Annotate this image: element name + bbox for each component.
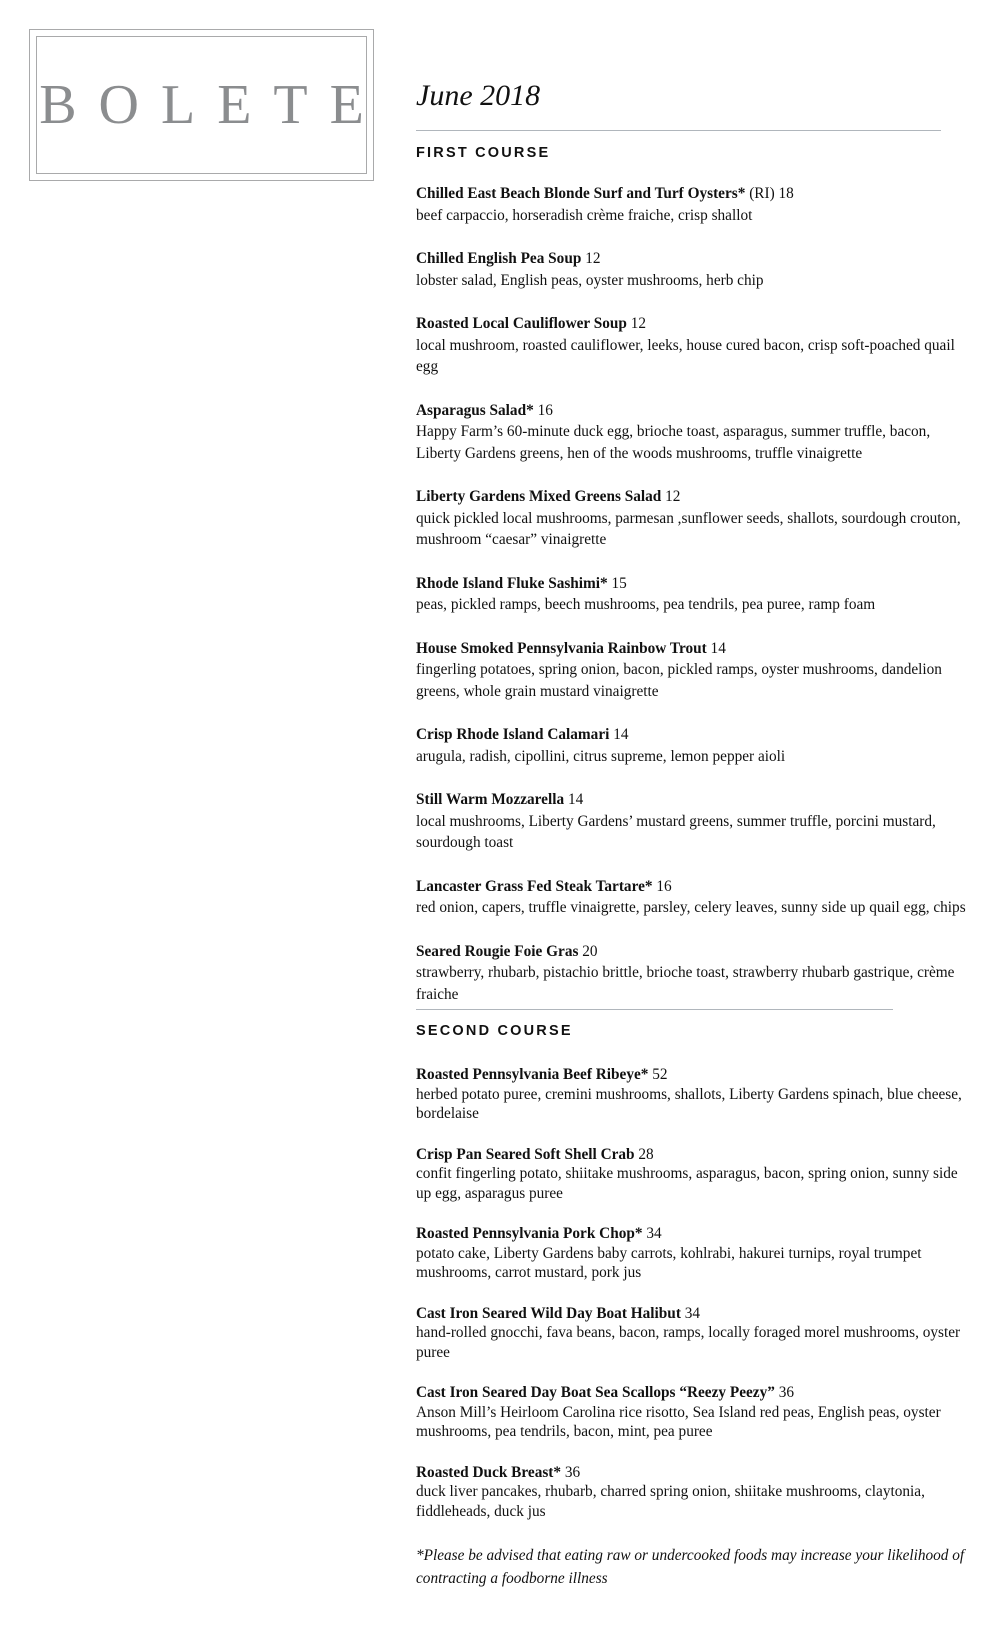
item-name: Chilled East Beach Blonde Surf and Turf Oysters* bbox=[416, 185, 746, 202]
item-name: Crisp Rhode Island Calamari bbox=[416, 726, 610, 743]
item-description: strawberry, rhubarb, pistachio brittle, brioche toast, strawberry rhubarb gastrique, crème fraiche bbox=[416, 964, 955, 1003]
first-course-list bbox=[416, 183, 976, 1005]
disclaimer: *Please be advised that eating raw or undercooked foods may increase your likelihood of contracting a foodborne illness bbox=[416, 1547, 965, 1587]
item-price: 14 bbox=[567, 791, 584, 808]
logo-inner-frame bbox=[36, 36, 386, 174]
item-description: local mushrooms, Liberty Gardens’ mustard greens, summer truffle, porcini mustard, sourdough toast bbox=[416, 812, 936, 851]
item-price: 52 bbox=[652, 1066, 668, 1083]
item-description: beef carpaccio, horseradish crème fraiche, crisp shallot bbox=[416, 206, 753, 224]
item-name: Roasted Local Cauliflower Soup bbox=[416, 315, 627, 332]
section-title-first-course: FIRST COURSE bbox=[416, 145, 551, 161]
menu-item bbox=[416, 1383, 976, 1442]
item-price: 16 bbox=[656, 877, 672, 895]
item-description: potato cake, Liberty Gardens baby carrots, kohlrabi, hakurei turnips, royal trumpet mushrooms, carrot mustard, pork jus bbox=[416, 1244, 922, 1281]
section-title-second-course: SECOND COURSE bbox=[416, 1023, 573, 1039]
item-name: Seared Rougie Foie Gras bbox=[416, 942, 579, 960]
item-name: Liberty Gardens Mixed Greens Salad bbox=[416, 488, 662, 505]
menu-content bbox=[416, 78, 976, 1605]
item-name: Still Warm Mozzarella bbox=[416, 791, 565, 808]
item-name: Cast Iron Seared Day Boat Sea Scallops “Reezy Peezy” bbox=[416, 1384, 775, 1401]
item-name: Chilled English Pea Soup bbox=[416, 250, 582, 267]
item-name: Roasted Pennsylvania Beef Ribeye* bbox=[416, 1066, 649, 1083]
item-name: Roasted Pennsylvania Pork Chop* bbox=[416, 1225, 643, 1242]
menu-item bbox=[416, 638, 976, 703]
menu-item bbox=[416, 486, 976, 551]
second-course-list bbox=[416, 1065, 976, 1521]
item-name: Lancaster Grass Fed Steak Tartare* bbox=[416, 877, 653, 895]
menu-item bbox=[416, 789, 976, 854]
item-price: 36 bbox=[778, 1384, 794, 1401]
item-price: 12 bbox=[665, 488, 681, 505]
item-price: 12 bbox=[630, 315, 647, 332]
item-name: House Smoked Pennsylvania Rainbow Trout bbox=[416, 639, 707, 657]
menu-item bbox=[416, 1463, 976, 1522]
item-description: fingerling potatoes, spring onion, bacon, pickled ramps, oyster mushrooms, dandelion greens, whole grain mustard vinaigrette bbox=[416, 661, 942, 700]
item-description: duck liver pancakes, rhubarb, charred spring onion, shiitake mushrooms, claytonia, fiddleheads, duck jus bbox=[416, 1483, 925, 1520]
menu-item bbox=[416, 1145, 976, 1204]
item-description: arugula, radish, cipollini, citrus supreme, lemon pepper aioli bbox=[416, 747, 786, 765]
item-price: 34 bbox=[646, 1225, 662, 1242]
item-price: 15 bbox=[611, 574, 627, 592]
menu-item bbox=[416, 248, 976, 291]
item-description: herbed potato puree, cremini mushrooms, shallots, Liberty Gardens spinach, blue cheese, bordelaise bbox=[416, 1085, 962, 1122]
item-description: confit fingerling potato, shiitake mushrooms, asparagus, bacon, spring onion, sunny side up egg, asparagus puree bbox=[416, 1165, 958, 1202]
item-name: Rhode Island Fluke Sashimi* bbox=[416, 574, 608, 592]
menu-item bbox=[416, 1224, 976, 1283]
item-price: 14 bbox=[710, 639, 726, 657]
logo-text: BOLETE bbox=[39, 74, 386, 136]
menu-item bbox=[416, 941, 976, 1006]
item-description: peas, pickled ramps, beech mushrooms, pea tendrils, pea puree, ramp foam bbox=[416, 596, 876, 613]
item-description: hand-rolled gnocchi, fava beans, bacon, ramps, locally foraged morel mushrooms, oyster puree bbox=[416, 1324, 961, 1361]
menu-item bbox=[416, 724, 976, 767]
item-name: Roasted Duck Breast* bbox=[416, 1463, 562, 1481]
item-description: Anson Mill’s Heirloom Carolina rice risotto, Sea Island red peas, English peas, oyster mushrooms, pea tendrils, bacon, mint, pea puree bbox=[416, 1403, 941, 1440]
divider bbox=[416, 130, 941, 131]
item-name: Crisp Pan Seared Soft Shell Crab bbox=[416, 1145, 635, 1163]
item-price: 36 bbox=[564, 1463, 581, 1481]
item-description: Happy Farm’s 60-minute duck egg, brioche toast, asparagus, summer truffle, bacon, Liberty Gardens greens, hen of the woods mushrooms, truffle vinaigrette bbox=[416, 423, 931, 462]
menu-item bbox=[416, 183, 976, 226]
item-price: 12 bbox=[585, 250, 601, 267]
item-price: (RI) 18 bbox=[749, 185, 794, 202]
item-price: 16 bbox=[537, 401, 553, 419]
menu-item bbox=[416, 876, 976, 919]
menu-date: June 2018 bbox=[416, 79, 541, 112]
logo bbox=[29, 29, 386, 181]
menu-item bbox=[416, 1065, 976, 1124]
item-price: 20 bbox=[582, 942, 598, 960]
menu-item bbox=[416, 400, 976, 465]
item-description: local mushroom, roasted cauliflower, leeks, house cured bacon, crisp soft-poached quail egg bbox=[416, 336, 955, 375]
divider bbox=[416, 1009, 893, 1010]
item-price: 28 bbox=[638, 1145, 654, 1163]
menu-item bbox=[416, 1304, 976, 1363]
item-description: quick pickled local mushrooms, parmesan ,sunflower seeds, shallots, sourdough crouton, mushroom “caesar” vinaigrette bbox=[416, 509, 961, 548]
item-price: 34 bbox=[684, 1304, 701, 1322]
item-name: Asparagus Salad* bbox=[416, 401, 534, 419]
item-name: Cast Iron Seared Wild Day Boat Halibut bbox=[416, 1304, 681, 1322]
menu-item bbox=[416, 573, 976, 616]
menu-item bbox=[416, 313, 976, 378]
item-description: lobster salad, English peas, oyster mushrooms, herb chip bbox=[416, 271, 764, 289]
item-description: red onion, capers, truffle vinaigrette, parsley, celery leaves, sunny side up quail egg, chips bbox=[416, 899, 966, 916]
item-price: 14 bbox=[613, 726, 629, 743]
